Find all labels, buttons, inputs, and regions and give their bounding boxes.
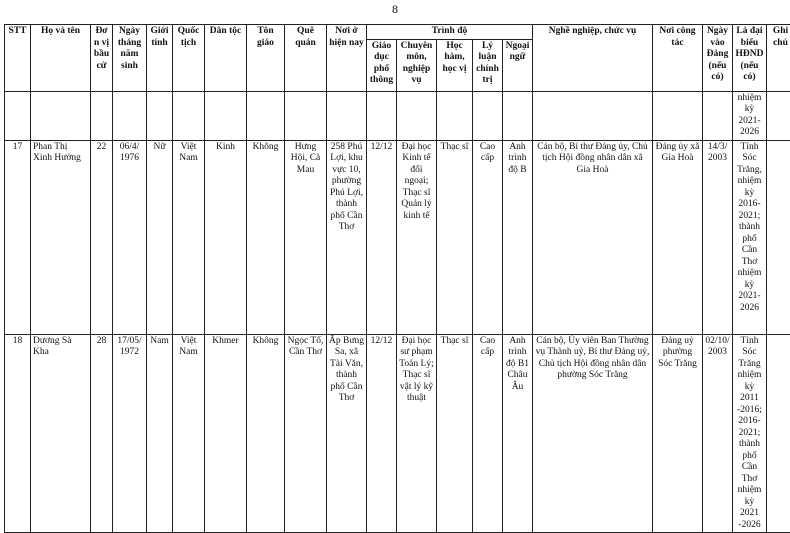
header-nghe-nghiep: Nghề nghiệp, chức vụ <box>533 25 653 92</box>
header-noi-cong-tac: Nơi công tác <box>653 25 703 92</box>
cell-ghi-chu <box>767 334 790 533</box>
cell-ton-giao: Không <box>247 334 285 533</box>
cell-dan-toc: Kinh <box>205 140 247 334</box>
cell-ngay-vao-dang: 14/3/ 2003 <box>703 140 733 334</box>
cell-dai-bieu-hdnd: Tỉnh Sóc Trăng, nhiệm kỳ 2016-2021; thành phố Cần Thơ nhiệm kỳ 2021-2026 <box>733 140 767 334</box>
cell-ngoai-ngu: Anh trình độ B <box>503 140 533 334</box>
candidate-table <box>4 24 790 533</box>
cell-ly-luan: Cao cấp <box>473 140 503 334</box>
cell-quoc-tich: Việt Nam <box>173 140 205 334</box>
cell-gd-pho-thong: 12/12 <box>367 334 397 533</box>
cell-chuyen-mon: Đại học Kinh tế đối ngoại; Thạc sĩ Quản lý kinh tế <box>397 140 437 334</box>
cell-stt: 17 <box>5 140 31 334</box>
continuation-row <box>5 91 790 140</box>
header-ghi-chu: Ghi chú <box>767 25 790 92</box>
cell-gd-pho-thong: 12/12 <box>367 140 397 334</box>
cell-nghe-nghiep: Cán bộ, Ủy viên Ban Thường vụ Thành uỷ, Bí thư Đảng uỷ, Chủ tịch Hội đồng nhân dân phường Sóc Trăng <box>533 334 653 533</box>
cell-ton-giao: Không <box>247 140 285 334</box>
header-ly-luan: Lý luận chính trị <box>473 39 503 91</box>
cell-nghe-nghiep: Cán bộ, Bí thư Đảng ủy, Chủ tịch Hội đồng nhân dân xã Gia Hoà <box>533 140 653 334</box>
cell-ho-ten: Dương Sà Kha <box>31 334 91 533</box>
header-don-vi: Đơn vị bầu cử <box>91 25 113 92</box>
cell-ngoai-ngu: Anh trình độ B1 Châu Âu <box>503 334 533 533</box>
continuation-text: nhiệm kỳ 2021-2026 <box>733 91 767 140</box>
cell-ngay-sinh: 17/05/ 1972 <box>113 334 147 533</box>
header-dan-toc: Dân tộc <box>205 25 247 92</box>
table-row <box>5 334 790 533</box>
header-hoc-ham: Học hàm, học vị <box>437 39 473 91</box>
header-ton-giao: Tôn giáo <box>247 25 285 92</box>
cell-quoc-tich: Việt Nam <box>173 334 205 533</box>
cell-que-quan: Ngọc Tố, Cần Thơ <box>285 334 327 533</box>
page-number: 8 <box>0 2 790 17</box>
cell-stt: 18 <box>5 334 31 533</box>
header-dai-bieu-hdnd: Là đại biểu HĐND (nếu có) <box>733 25 767 92</box>
cell-don-vi: 28 <box>91 334 113 533</box>
cell-noi-cong-tac: Đảng ủy xã Gia Hoà <box>653 140 703 334</box>
cell-don-vi: 22 <box>91 140 113 334</box>
header-ho-ten: Họ và tên <box>31 25 91 92</box>
header-trinh-do: Trình độ <box>367 25 533 40</box>
cell-que-quan: Hưng Hội, Cà Mau <box>285 140 327 334</box>
header-ngoai-ngu: Ngoại ngữ <box>503 39 533 91</box>
header-que-quan: Quê quán <box>285 25 327 92</box>
header-quoc-tich: Quốc tịch <box>173 25 205 92</box>
cell-ho-ten: Phan Thị Xinh Hường <box>31 140 91 334</box>
cell-noi-cong-tac: Đảng uỷ phường Sóc Trăng <box>653 334 703 533</box>
header-gd-pho-thong: Giáo dục phổ thông <box>367 39 397 91</box>
cell-noi-o: 258 Phú Lợi, khu vực 10, phường Phú Lợi, thành phố Cần Thơ <box>327 140 367 334</box>
cell-chuyen-mon: Đại học sư phạm Toán Lý; Thạc sĩ vật lý kỹ thuật <box>397 334 437 533</box>
cell-dan-toc: Khmer <box>205 334 247 533</box>
cell-gioi-tinh: Nữ <box>147 140 173 334</box>
cell-ly-luan: Cao cấp <box>473 334 503 533</box>
table-row <box>5 140 790 334</box>
header-chuyen-mon: Chuyên môn, nghiệp vụ <box>397 39 437 91</box>
cell-ngay-sinh: 06/4/ 1976 <box>113 140 147 334</box>
header-ngay-vao-dang: Ngày vào Đảng (nếu có) <box>703 25 733 92</box>
header-gioi-tinh: Giới tính <box>147 25 173 92</box>
cell-ngay-vao-dang: 02/10/ 2003 <box>703 334 733 533</box>
cell-hoc-ham: Thạc sĩ <box>437 334 473 533</box>
cell-noi-o: Ấp Bưng Sa, xã Tài Văn, thành phố Cần Thơ <box>327 334 367 533</box>
header-ngay-sinh: Ngày tháng năm sinh <box>113 25 147 92</box>
cell-gioi-tinh: Nam <box>147 334 173 533</box>
header-noi-o: Nơi ở hiện nay <box>327 25 367 92</box>
header-stt: STT <box>5 25 31 92</box>
cell-hoc-ham: Thạc sĩ <box>437 140 473 334</box>
cell-ghi-chu <box>767 140 790 334</box>
cell-dai-bieu-hdnd: Tỉnh Sóc Trăng nhiệm kỳ 2011 -2016; 2016-2021; thành phố Cần Thơ nhiệm kỳ 2021 -2026 <box>733 334 767 533</box>
